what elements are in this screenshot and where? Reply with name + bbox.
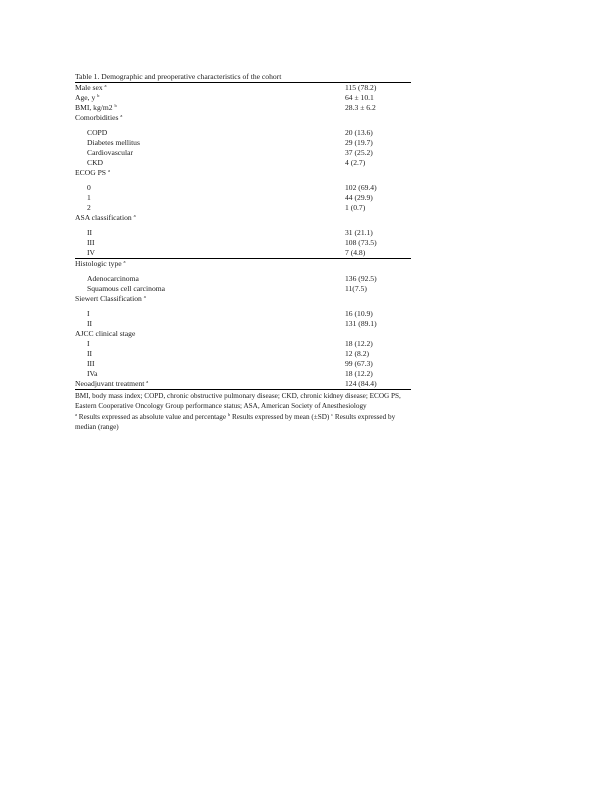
row-value: 11(7.5) — [345, 284, 367, 293]
table-row — [75, 93, 411, 103]
table-row — [75, 213, 411, 223]
table-row — [75, 294, 411, 304]
row-label: Male sex — [75, 83, 103, 92]
table-row — [75, 128, 411, 138]
table-row — [75, 203, 411, 213]
table-row — [75, 349, 411, 359]
row-value: 16 (10.9) — [345, 309, 373, 318]
row-label: III — [87, 238, 95, 247]
note-mark-b: b — [227, 411, 231, 417]
row-label: Histologic type — [75, 259, 122, 268]
table-row — [75, 168, 411, 178]
row-value: 20 (13.6) — [345, 128, 373, 137]
table-row — [75, 193, 411, 203]
table-row — [75, 259, 411, 269]
table-row — [75, 379, 411, 390]
row-value: 115 (78.2) — [345, 83, 377, 92]
row-label: 1 — [87, 193, 91, 202]
note-mark-c: c — [331, 411, 334, 417]
row-sup: a — [104, 83, 107, 88]
row-sup: a — [107, 168, 110, 173]
row-label: II — [87, 349, 93, 358]
row-label: 2 — [87, 203, 91, 212]
table-row — [75, 148, 411, 158]
table-row — [75, 158, 411, 168]
row-label: Neoadjuvant treatment — [75, 379, 145, 388]
table-row — [75, 319, 411, 329]
table-body — [75, 83, 411, 390]
note-b-text: Results expressed by mean (±SD) — [230, 412, 332, 421]
row-value: 4 (2.7) — [345, 158, 366, 167]
statistics-note — [75, 412, 411, 433]
table-row — [75, 274, 411, 284]
document-page — [75, 72, 411, 433]
note-c-text: Results expressed by median (range) — [75, 412, 396, 432]
row-sup: a — [133, 213, 136, 218]
table-caption: Table 1. Demographic and preoperative characteristics of the cohort — [75, 72, 411, 83]
row-sup: b — [114, 103, 117, 108]
row-sup: a — [146, 379, 149, 384]
table-footnotes — [75, 391, 411, 433]
row-value: 18 (12.2) — [345, 369, 373, 378]
row-sup: a — [143, 294, 146, 299]
table-row — [75, 183, 411, 193]
row-label: ECOG PS — [75, 168, 107, 177]
abbreviations-note: BMI, body mass index; COPD, chronic obstructive pulmonary disease; CKD, chronic kidney disease; ECOG PS, Eastern Cooperative Oncology Group performance status; ASA, American Society of Anesthesiology — [75, 392, 401, 411]
table-row — [75, 138, 411, 148]
row-label: CKD — [87, 158, 104, 167]
row-sup: a — [123, 259, 126, 264]
row-label: II — [87, 319, 93, 328]
table-row — [75, 339, 411, 349]
row-value: 28.3 ± 6.2 — [345, 103, 376, 112]
row-label: BMI, kg/m2 — [75, 103, 113, 112]
row-label: COPD — [87, 128, 108, 137]
row-label: Cardiovascular — [87, 148, 133, 157]
row-label: Comorbidities — [75, 113, 119, 122]
row-value: 64 ± 10.1 — [345, 93, 374, 102]
row-value: 102 (69.4) — [345, 183, 377, 192]
row-value: 12 (8.2) — [345, 349, 370, 358]
row-value: 99 (67.3) — [345, 359, 373, 368]
row-label: AJCC clinical stage — [75, 329, 136, 338]
row-sup: a — [120, 113, 123, 118]
row-value: 44 (29.9) — [345, 193, 373, 202]
note-mark-a: a — [75, 411, 77, 417]
row-label: Adenocarcinoma — [87, 274, 139, 283]
table-row — [75, 369, 411, 379]
table-row — [75, 113, 411, 123]
row-value: 1 (0.7) — [345, 203, 366, 212]
row-value: 29 (19.7) — [345, 138, 373, 147]
table-row — [75, 83, 411, 93]
row-label: ASA classification — [75, 213, 132, 222]
table-row — [75, 238, 411, 248]
row-label: IVa — [87, 369, 98, 378]
table-row — [75, 309, 411, 319]
row-label: I — [87, 339, 90, 348]
row-value: 31 (21.1) — [345, 228, 373, 237]
row-value: 7 (4.8) — [345, 248, 366, 257]
table-row — [75, 103, 411, 113]
row-label: Siewert Classification — [75, 294, 142, 303]
row-value: 124 (84.4) — [345, 379, 377, 388]
row-label: III — [87, 359, 95, 368]
row-value: 108 (73.5) — [345, 238, 377, 247]
row-value: 18 (12.2) — [345, 339, 373, 348]
row-label: Age, y — [75, 93, 96, 102]
row-label: I — [87, 309, 90, 318]
row-label: Squamous cell carcinoma — [87, 284, 166, 293]
row-label: Diabetes mellitus — [87, 138, 140, 147]
table-row — [75, 228, 411, 238]
row-value: 136 (92.5) — [345, 274, 377, 283]
row-sup: b — [97, 93, 100, 98]
table-row — [75, 329, 411, 339]
row-label: 0 — [87, 183, 91, 192]
row-label: II — [87, 228, 93, 237]
row-value: 131 (89.1) — [345, 319, 377, 328]
row-label: IV — [87, 248, 96, 257]
table-row — [75, 359, 411, 369]
table-row — [75, 284, 411, 294]
table-row — [75, 248, 411, 259]
note-a-text: Results expressed as absolute value and percentage — [77, 412, 228, 421]
row-value: 37 (25.2) — [345, 148, 373, 157]
